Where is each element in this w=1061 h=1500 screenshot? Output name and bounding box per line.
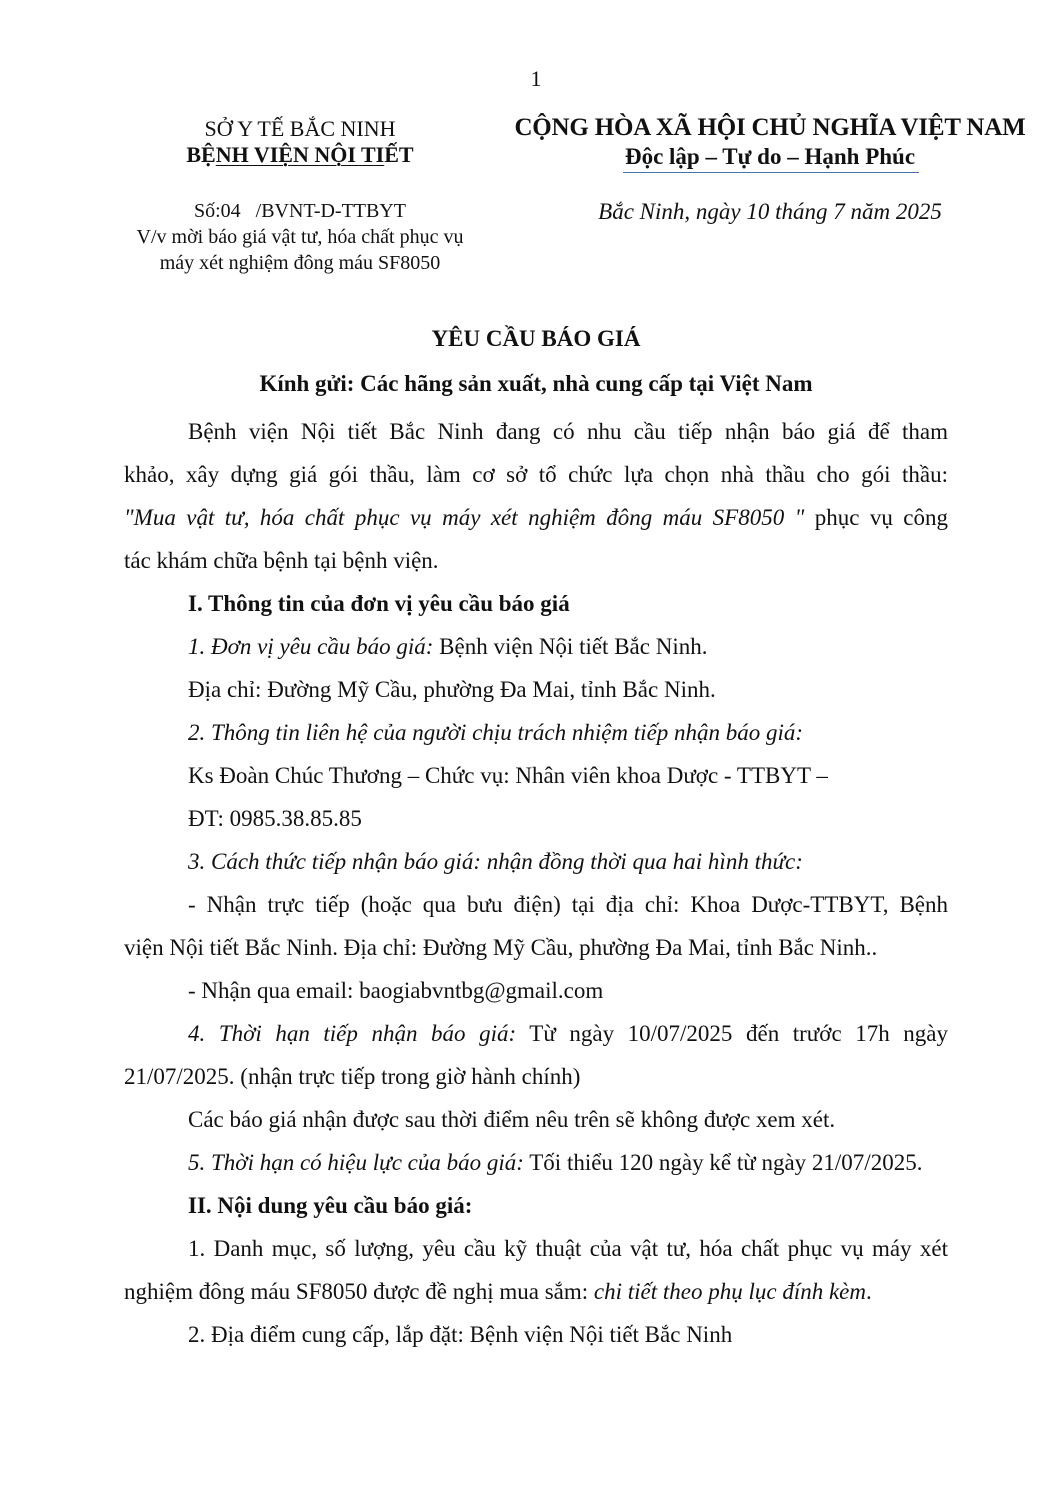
method-1-line-1: - Nhận trực tiếp (hoặc qua bưu điện) tại địa chỉ: Khoa Dược-TTBYT, Bệnh (188, 892, 948, 917)
agency-name: SỞ Y TẾ BẮC NINH (204, 116, 396, 141)
hospital-name-suffix: ẾT (384, 142, 414, 167)
item-5-label: 5. Thời hạn có hiệu lực của báo giá: (188, 1150, 524, 1175)
section-1-item-4 (188, 1021, 948, 1047)
dateline: Bắc Ninh, ngày 10 tháng 7 năm 2025 (598, 199, 942, 224)
appendix-reference: chi tiết theo phụ lục đính kèm (593, 1279, 866, 1304)
section-2-item-2: 2. Địa điểm cung cấp, lắp đặt: Bệnh viện Nội tiết Bắc Ninh (188, 1322, 733, 1347)
section-2-heading: II. Nội dung yêu cầu báo giá: (188, 1193, 473, 1218)
hospital-name-prefix: BỆ (186, 142, 216, 167)
item-5-value: Tối thiểu 120 ngày kể từ ngày 21/07/2025. (523, 1150, 923, 1175)
item-1-value: Bệnh viện Nội tiết Bắc Ninh. (433, 634, 708, 659)
late-note: Các báo giá nhận được sau thời điểm nêu trên sẽ không được xem xét. (188, 1107, 836, 1132)
item-4-line-2: 21/07/2025. (nhận trực tiếp trong giờ hành chính) (124, 1064, 581, 1089)
document-title: YÊU CẦU BÁO GIÁ (431, 326, 641, 351)
page-number: 1 (530, 66, 542, 91)
item-1-text: nghiệm đông máu SF8050 được đề nghị mua sắm: (124, 1279, 594, 1304)
section-1-item-5 (188, 1150, 948, 1176)
item-4-value: Từ ngày 10/07/2025 đến trước 17h ngày (516, 1021, 948, 1046)
package-name: "Mua vật tư, hóa chất phục vụ máy xét nghiệm đông máu SF8050 " (124, 505, 805, 530)
section-1-item-3: 3. Cách thức tiếp nhận báo giá: nhận đồng thời qua hai hình thức: (188, 849, 803, 874)
item-4-label: 4. Thời hạn tiếp nhận báo giá: (188, 1021, 517, 1046)
recipient-line: Kính gửi: Các hãng sản xuất, nhà cung cấp tại Việt Nam (259, 371, 813, 396)
section-2-item-1-line-1: 1. Danh mục, số lượng, yêu cầu kỹ thuật của vật tư, hóa chất phục vụ máy xét (188, 1236, 948, 1261)
section-1-item-2: 2. Thông tin liên hệ của người chịu trách nhiệm tiếp nhận báo giá: (188, 720, 804, 745)
intro-line-4: tác khám chữa bệnh tại bệnh viện. (124, 548, 439, 573)
subject-line-1: V/v mời báo giá vật tư, hóa chất phục vụ (136, 226, 464, 248)
intro-line-2: khảo, xây dựng giá gói thầu, làm cơ sở tổ chức lựa chọn nhà thầu cho gói thầu: (124, 462, 948, 487)
intro-line-3 (124, 505, 948, 531)
item-1-end: . (866, 1279, 872, 1304)
method-1-line-2: viện Nội tiết Bắc Ninh. Địa chỉ: Đường Mỹ Cầu, phường Đa Mai, tỉnh Bắc Ninh.. (124, 935, 878, 960)
section-1-item-1 (188, 634, 948, 660)
contact-phone: ĐT: 0985.38.85.85 (188, 806, 362, 831)
subject-line-2: máy xét nghiệm đông máu SF8050 (159, 252, 441, 274)
contact-line-1: Ks Đoàn Chúc Thương – Chức vụ: Nhân viên khoa Dược - TTBYT – (188, 763, 828, 788)
address-line: Địa chỉ: Đường Mỹ Cầu, phường Đa Mai, tỉnh Bắc Ninh. (188, 677, 716, 702)
intro-line-3-rest: phục vụ công (804, 505, 948, 530)
document-number: Số:04 /BVNT-D-TTBYT (193, 200, 407, 222)
national-title: CỘNG HÒA XÃ HỘI CHỦ NGHĨA VIỆT NAM (514, 114, 1026, 141)
motto-underline (623, 172, 919, 173)
section-1-heading: I. Thông tin của đơn vị yêu cầu báo giá (188, 591, 570, 616)
method-2-email[interactable]: - Nhận qua email: baogiabvntbg@gmail.com (188, 978, 604, 1003)
item-1-label: 1. Đơn vị yêu cầu báo giá: (188, 634, 434, 659)
hospital-name (100, 142, 500, 168)
intro-line-1: Bệnh viện Nội tiết Bắc Ninh đang có nhu cầu tiếp nhận báo giá để tham (188, 419, 948, 444)
section-2-item-1-line-2 (124, 1279, 948, 1305)
national-motto: Độc lập – Tự do – Hạnh Phúc (624, 144, 916, 169)
hospital-name-underlined: NH VIỆN NỘI TI (215, 142, 385, 167)
